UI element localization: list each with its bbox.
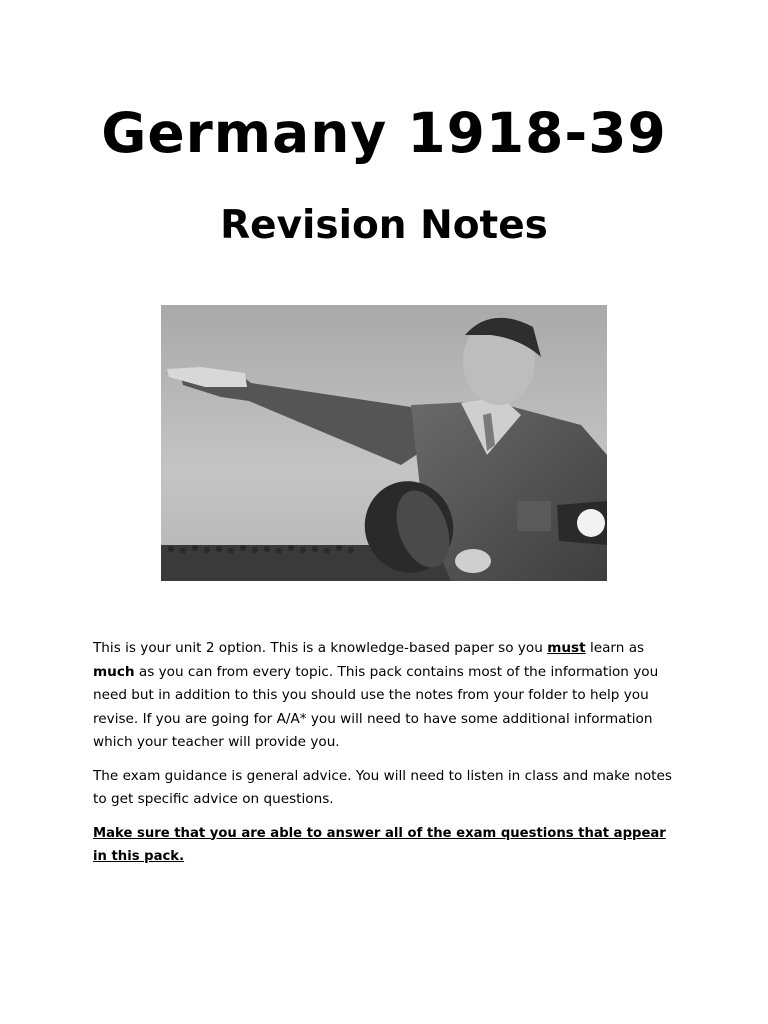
armband-emblem [577,509,605,537]
intro-text [93,637,683,879]
exam-guidance-paragraph: The exam guidance is general advice. You will need to listen in class and make notes to get specific advice on questions. [93,767,672,807]
intro-paragraph [93,637,683,755]
must-emphasis: must [547,640,586,656]
much-emphasis: much [93,663,135,680]
historical-photo [161,305,607,581]
page-title: Germany 1918-39 [101,101,667,165]
intro-text-part2: learn as [585,640,645,656]
intro-text-part1: This is your unit 2 option. This is a knowledge-based paper so you [93,640,548,656]
exam-questions-note: Make sure that you are able to answer all of the exam questions that appear in this pack. [93,825,666,864]
intro-text-part3: as you can from every topic. This pack contains most of the information you need but in addition to this you should use the notes from your folder to help you revise. If you are going for A/A* you will need to have some additional information which your teacher will provide you. [93,663,659,750]
page-subtitle: Revision Notes [220,203,548,248]
